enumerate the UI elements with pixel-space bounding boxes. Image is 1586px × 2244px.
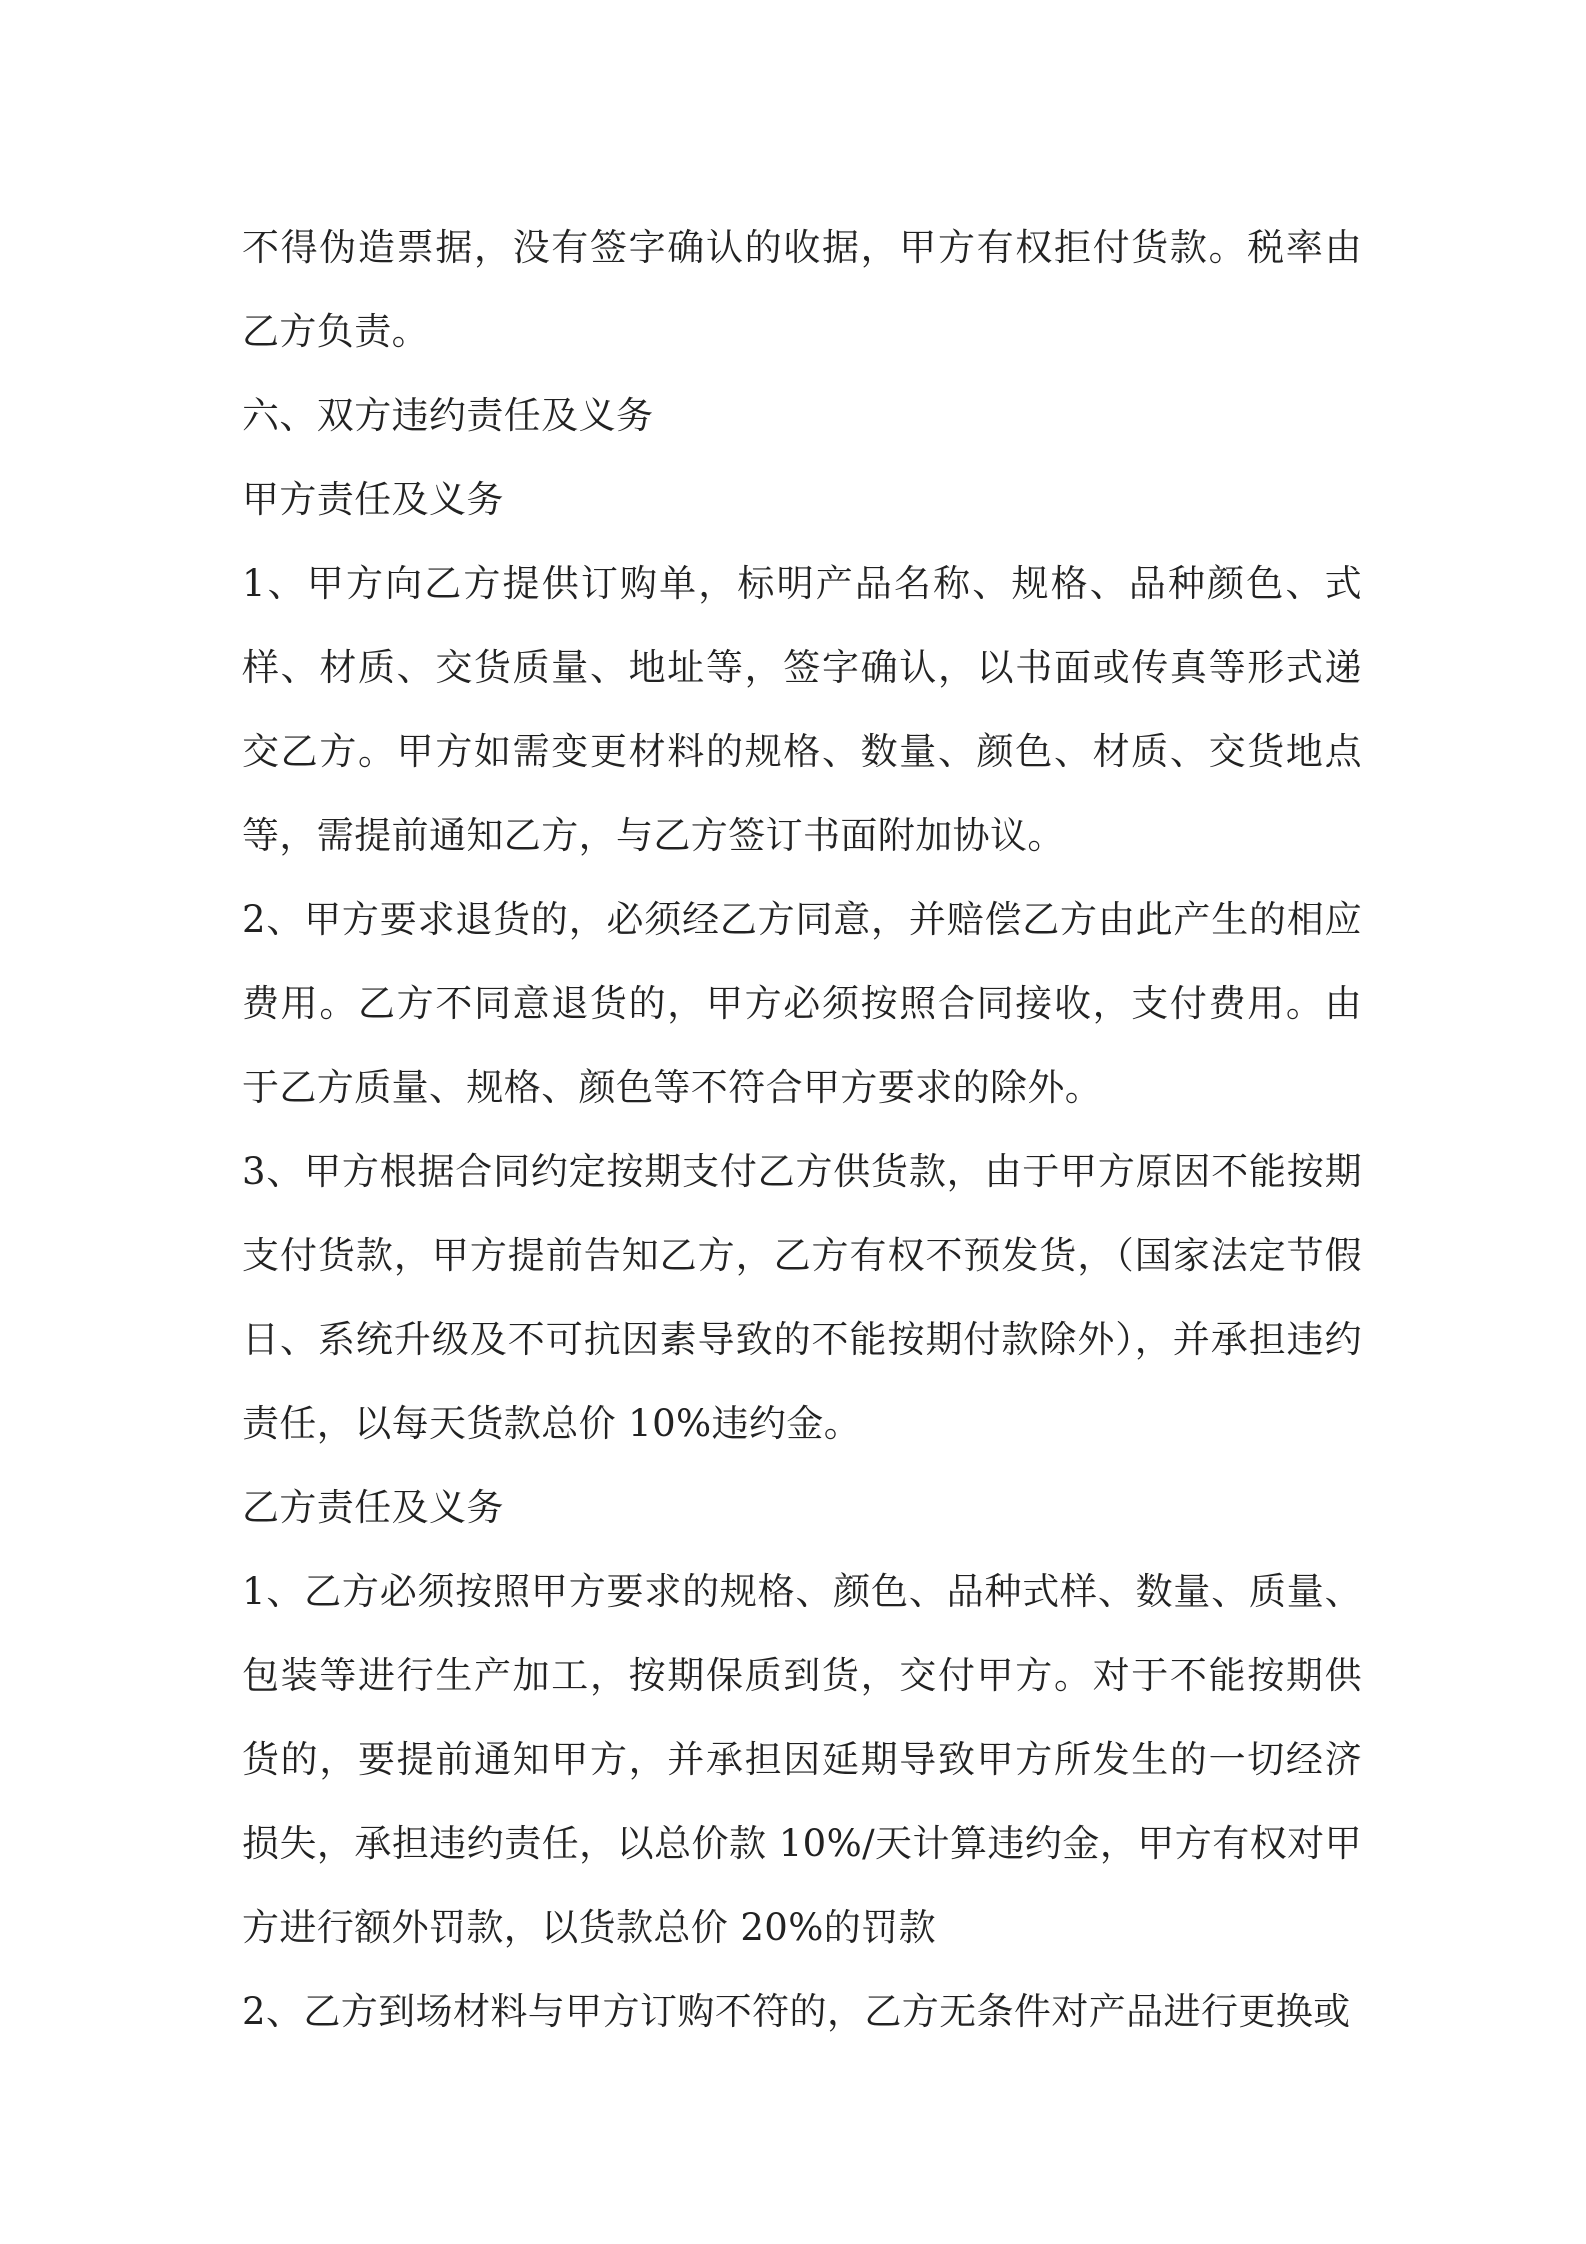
paragraph-party-b-clause-2: 2、乙方到场材料与甲方订购不符的，乙方无条件对产品进行更换或 bbox=[242, 1990, 1351, 2033]
section-heading-breach-liability: 六、双方违约责任及义务 bbox=[242, 394, 654, 437]
document-body bbox=[242, 206, 1362, 2054]
paragraph-party-a-clause-1: 1、甲方向乙方提供订购单，标明产品名称、规格、品种颜色、式样、材质、交货质量、地址等，签字确认，以书面或传真等形式递交乙方。甲方如需变更材料的规格、数量、颜色、材质、交货地点等，需提前通知乙方，与乙方签订书面附加协议。 bbox=[242, 562, 1362, 857]
paragraph-tax-note: 不得伪造票据，没有签字确认的收据，甲方有权拒付货款。税率由乙方负责。 bbox=[242, 226, 1362, 353]
subheading-party-b-duties: 乙方责任及义务 bbox=[242, 1486, 504, 1529]
paragraph-party-b-clause-1: 1、乙方必须按照甲方要求的规格、颜色、品种式样、数量、质量、包装等进行生产加工，按期保质到货，交付甲方。对于不能按期供货的，要提前通知甲方，并承担因延期导致甲方所发生的一切经济损失，承担违约责任，以总价款 10%/天计算违约金，甲方有权对甲方进行额外罚款，以货款总价 20%的罚款 bbox=[242, 1570, 1362, 1949]
subheading-party-a-duties: 甲方责任及义务 bbox=[242, 478, 504, 521]
paragraph-party-a-clause-3: 3、甲方根据合同约定按期支付乙方供货款，由于甲方原因不能按期支付货款，甲方提前告知乙方，乙方有权不预发货，（国家法定节假日、系统升级及不可抗因素导致的不能按期付款除外），并承担违约责任，以每天货款总价 10%违约金。 bbox=[242, 1150, 1362, 1445]
paragraph-party-a-clause-2: 2、甲方要求退货的，必须经乙方同意，并赔偿乙方由此产生的相应费用。乙方不同意退货的，甲方必须按照合同接收，支付费用。由于乙方质量、规格、颜色等不符合甲方要求的除外。 bbox=[242, 898, 1362, 1109]
